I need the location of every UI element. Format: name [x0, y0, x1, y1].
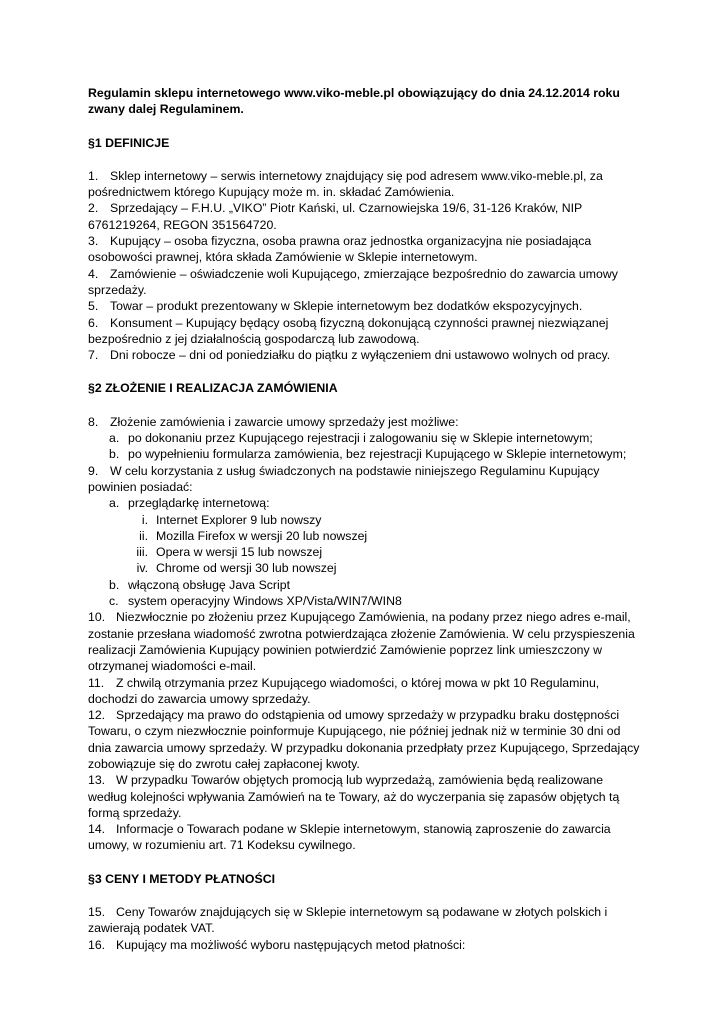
item-continuation: sprzedaży.: [88, 282, 147, 297]
sub-text: system operacyjny Windows XP/Vista/WIN7/WIN8: [128, 594, 402, 609]
definition-item: [88, 315, 648, 331]
sub-label: iii.: [136, 545, 148, 560]
item-number: 5.: [88, 299, 99, 314]
list-item-9: [88, 463, 648, 479]
definition-item: [88, 298, 648, 314]
item-number: 15.: [88, 905, 106, 920]
item-text: Towar – produkt prezentowany w Sklepie internetowym bez dodatków ekspozycyjnych.: [110, 299, 583, 314]
item-continuation-line: formą sprzedaży.: [88, 805, 182, 820]
item-number: 4.: [88, 266, 99, 281]
section-2-heading: §2 ZŁOŻENIE I REALIZACJA ZAMÓWIENIA: [88, 381, 338, 396]
item-15-continuation: [88, 920, 648, 936]
sub-label: b.: [109, 447, 120, 462]
browser-item: [88, 512, 648, 528]
item-text: Dni robocze – dni od poniedziałku do piątku z wyłączeniem dni ustawowo wolnych od pracy.: [110, 348, 611, 363]
section-3-heading: §3 CENY I METODY PŁATNOŚCI: [88, 871, 275, 886]
sub-label: iv.: [136, 561, 148, 576]
list-item-11: [88, 675, 648, 691]
item-number: 6.: [88, 315, 99, 330]
item-continuation-line: według kolejności wpływania Zamówień na te Towary, aż do wyczerpania się zapasów objętych tą: [88, 789, 620, 804]
sub-label: c.: [109, 594, 119, 609]
definition-item: [88, 168, 648, 184]
list-item-15: [88, 904, 648, 920]
item-number: 16.: [88, 937, 106, 952]
sub-item-9a: [88, 495, 648, 511]
item-10-continuation: [88, 626, 648, 675]
browser-item: [88, 528, 648, 544]
item-continuation-line: Towaru, o czym niezwłocznie poinformuje Kupującego, nie później jednak niż w terminie 30 dni od: [88, 724, 621, 739]
item-12-continuation: [88, 723, 648, 772]
item-continuation: pośrednictwem którego Kupujący może m. in. składać Zamówienia.: [88, 185, 455, 200]
item-text: Kupujący – osoba fizyczna, osoba prawna oraz jednostka organizacyjna nie posiadająca: [110, 234, 592, 249]
item-continuation-line: otrzymanej wiadomości e-mail.: [88, 659, 257, 674]
item-text: Sprzedający ma prawo do odstąpienia od umowy sprzedaży w przypadku braku dostępności: [116, 708, 620, 723]
definition-item: [88, 200, 648, 216]
item-continuation-line: zobowiązuje się do zwrotu całej zapłaconej kwoty.: [88, 756, 360, 771]
list-item-10: [88, 609, 648, 625]
item-number: 1.: [88, 168, 99, 183]
item-13-continuation: [88, 789, 648, 822]
item-number: 2.: [88, 201, 99, 216]
item-number: 13.: [88, 773, 106, 788]
item-continuation-line: umowy, w rozumieniu art. 71 Kodeksu cywilnego.: [88, 838, 356, 853]
definition-item: [88, 233, 648, 249]
section-1-heading: §1 DEFINICJE: [88, 135, 170, 150]
document-content: [88, 85, 648, 953]
item-9-continuation: powinien posiadać:: [88, 479, 193, 494]
item-text: Sklep internetowy – serwis internetowy znajdujący się pod adresem www.viko-meble.pl, za: [110, 168, 603, 183]
item-text: W przypadku Towarów objętych promocją lub wyprzedażą, zamówienia będą realizowane: [116, 773, 604, 788]
item-continuation: bezpośrednio z jej działalnością gospodarczą lub zawodową.: [88, 331, 420, 346]
sub-text: po wypełnieniu formularza zamówienia, bez rejestracji Kupującego w Sklepie internetowym;: [128, 447, 627, 462]
item-text: Ceny Towarów znajdujących się w Sklepie internetowym są podawane w złotych polskich i: [116, 905, 608, 920]
browser-text: Chrome od wersji 30 lub nowszej: [156, 561, 337, 576]
list-item-16: [88, 937, 648, 953]
item-number: 3.: [88, 234, 99, 249]
definition-item: [88, 266, 648, 282]
item-continuation-line: zawierają podatek VAT.: [88, 921, 215, 936]
document-title-line-1: Regulamin sklepu internetowego www.viko-meble.pl obowiązujący do dnia 24.12.2014 roku: [88, 86, 620, 100]
list-item-13: [88, 772, 648, 788]
browser-list: [88, 512, 648, 577]
sub-item-8a: [88, 430, 648, 446]
sub-item-8b: [88, 446, 648, 462]
item-text: W celu korzystania z usług świadczonych na podstawie niniejszego Regulaminu Kupujący: [110, 463, 600, 478]
sub-item-9c: [88, 593, 648, 609]
item-continuation: osobowości prawnej, która składa Zamówienie w Sklepie internetowym.: [88, 250, 478, 265]
item-continuation-line: zostanie przesłana wiadomość zwrotna potwierdzająca złożenie Zamówienia. W celu przyspieszenia: [88, 626, 635, 641]
item-number: 7.: [88, 348, 99, 363]
list-item-14: [88, 821, 648, 837]
sub-label: i.: [141, 512, 148, 527]
item-number: 14.: [88, 822, 106, 837]
sub-text: przeglądarkę internetową:: [128, 496, 270, 511]
item-11-continuation: [88, 691, 648, 707]
browser-item: [88, 560, 648, 576]
document-title-line-2: zwany dalej Regulaminem.: [88, 102, 244, 117]
item-number: 8.: [88, 414, 99, 429]
sub-item-9b: [88, 577, 648, 593]
browser-item: [88, 544, 648, 560]
definition-item: [88, 347, 648, 363]
list-item-12: [88, 707, 648, 723]
item-number: 12.: [88, 708, 106, 723]
item-continuation-line: dnia zawarcia umowy sprzedaży. W przypadku dokonania przedpłaty przez Kupującego, Sprzedający: [88, 740, 640, 755]
item-continuation-line: dochodzi do zawarcia umowy sprzedaży.: [88, 691, 311, 706]
item-text: Z chwilą otrzymania przez Kupującego wiadomości, o której mowa w pkt 10 Regulaminu,: [116, 675, 600, 690]
item-text: Informacje o Towarach podane w Sklepie internetowym, stanowią zaproszenie do zawarcia: [116, 822, 611, 837]
item-text: Sprzedający – F.H.U. „VIKO” Piotr Kański, ul. Czarnowiejska 19/6, 31-126 Kraków, NIP: [110, 201, 583, 216]
sub-label: a.: [109, 431, 120, 446]
item-number: 11.: [88, 675, 105, 690]
item-text: Złożenie zamówienia i zawarcie umowy sprzedaży jest możliwe:: [110, 414, 459, 429]
sub-label: ii.: [139, 528, 148, 543]
list-item-8: [88, 414, 648, 430]
item-continuation-line: realizacji Zamówienia Kupujący powinien potwierdzić Zamówienie poprzez link umieszczony w: [88, 642, 602, 657]
item-number: 9.: [88, 463, 99, 478]
item-text: Zamówienie – oświadczenie woli Kupującego, zmierzające bezpośrednio do zawarcia umowy: [110, 266, 618, 281]
item-text: Konsument – Kupujący będący osobą fizyczną dokonującą czynności prawnej niezwiązanej: [110, 315, 609, 330]
sub-text: włączoną obsługę Java Script: [128, 577, 290, 592]
item-text: Niezwłocznie po złożeniu przez Kupującego Zamówienia, na podany przez niego adres e-mail,: [116, 610, 631, 625]
browser-text: Internet Explorer 9 lub nowszy: [156, 512, 322, 527]
browser-text: Opera w wersji 15 lub nowszej: [156, 545, 323, 560]
item-14-continuation: [88, 837, 648, 853]
item-text: Kupujący ma możliwość wyboru następujących metod płatności:: [116, 937, 466, 952]
sub-label: b.: [109, 577, 120, 592]
browser-text: Mozilla Firefox w wersji 20 lub nowszej: [156, 528, 368, 543]
item-continuation: 6761219264, REGON 351564720.: [88, 217, 277, 232]
definitions-list: [88, 168, 648, 364]
sub-label: a.: [109, 496, 120, 511]
item-number: 10.: [88, 610, 106, 625]
sub-text: po dokonaniu przez Kupującego rejestracji i zalogowaniu się w Sklepie internetowym;: [128, 431, 593, 446]
